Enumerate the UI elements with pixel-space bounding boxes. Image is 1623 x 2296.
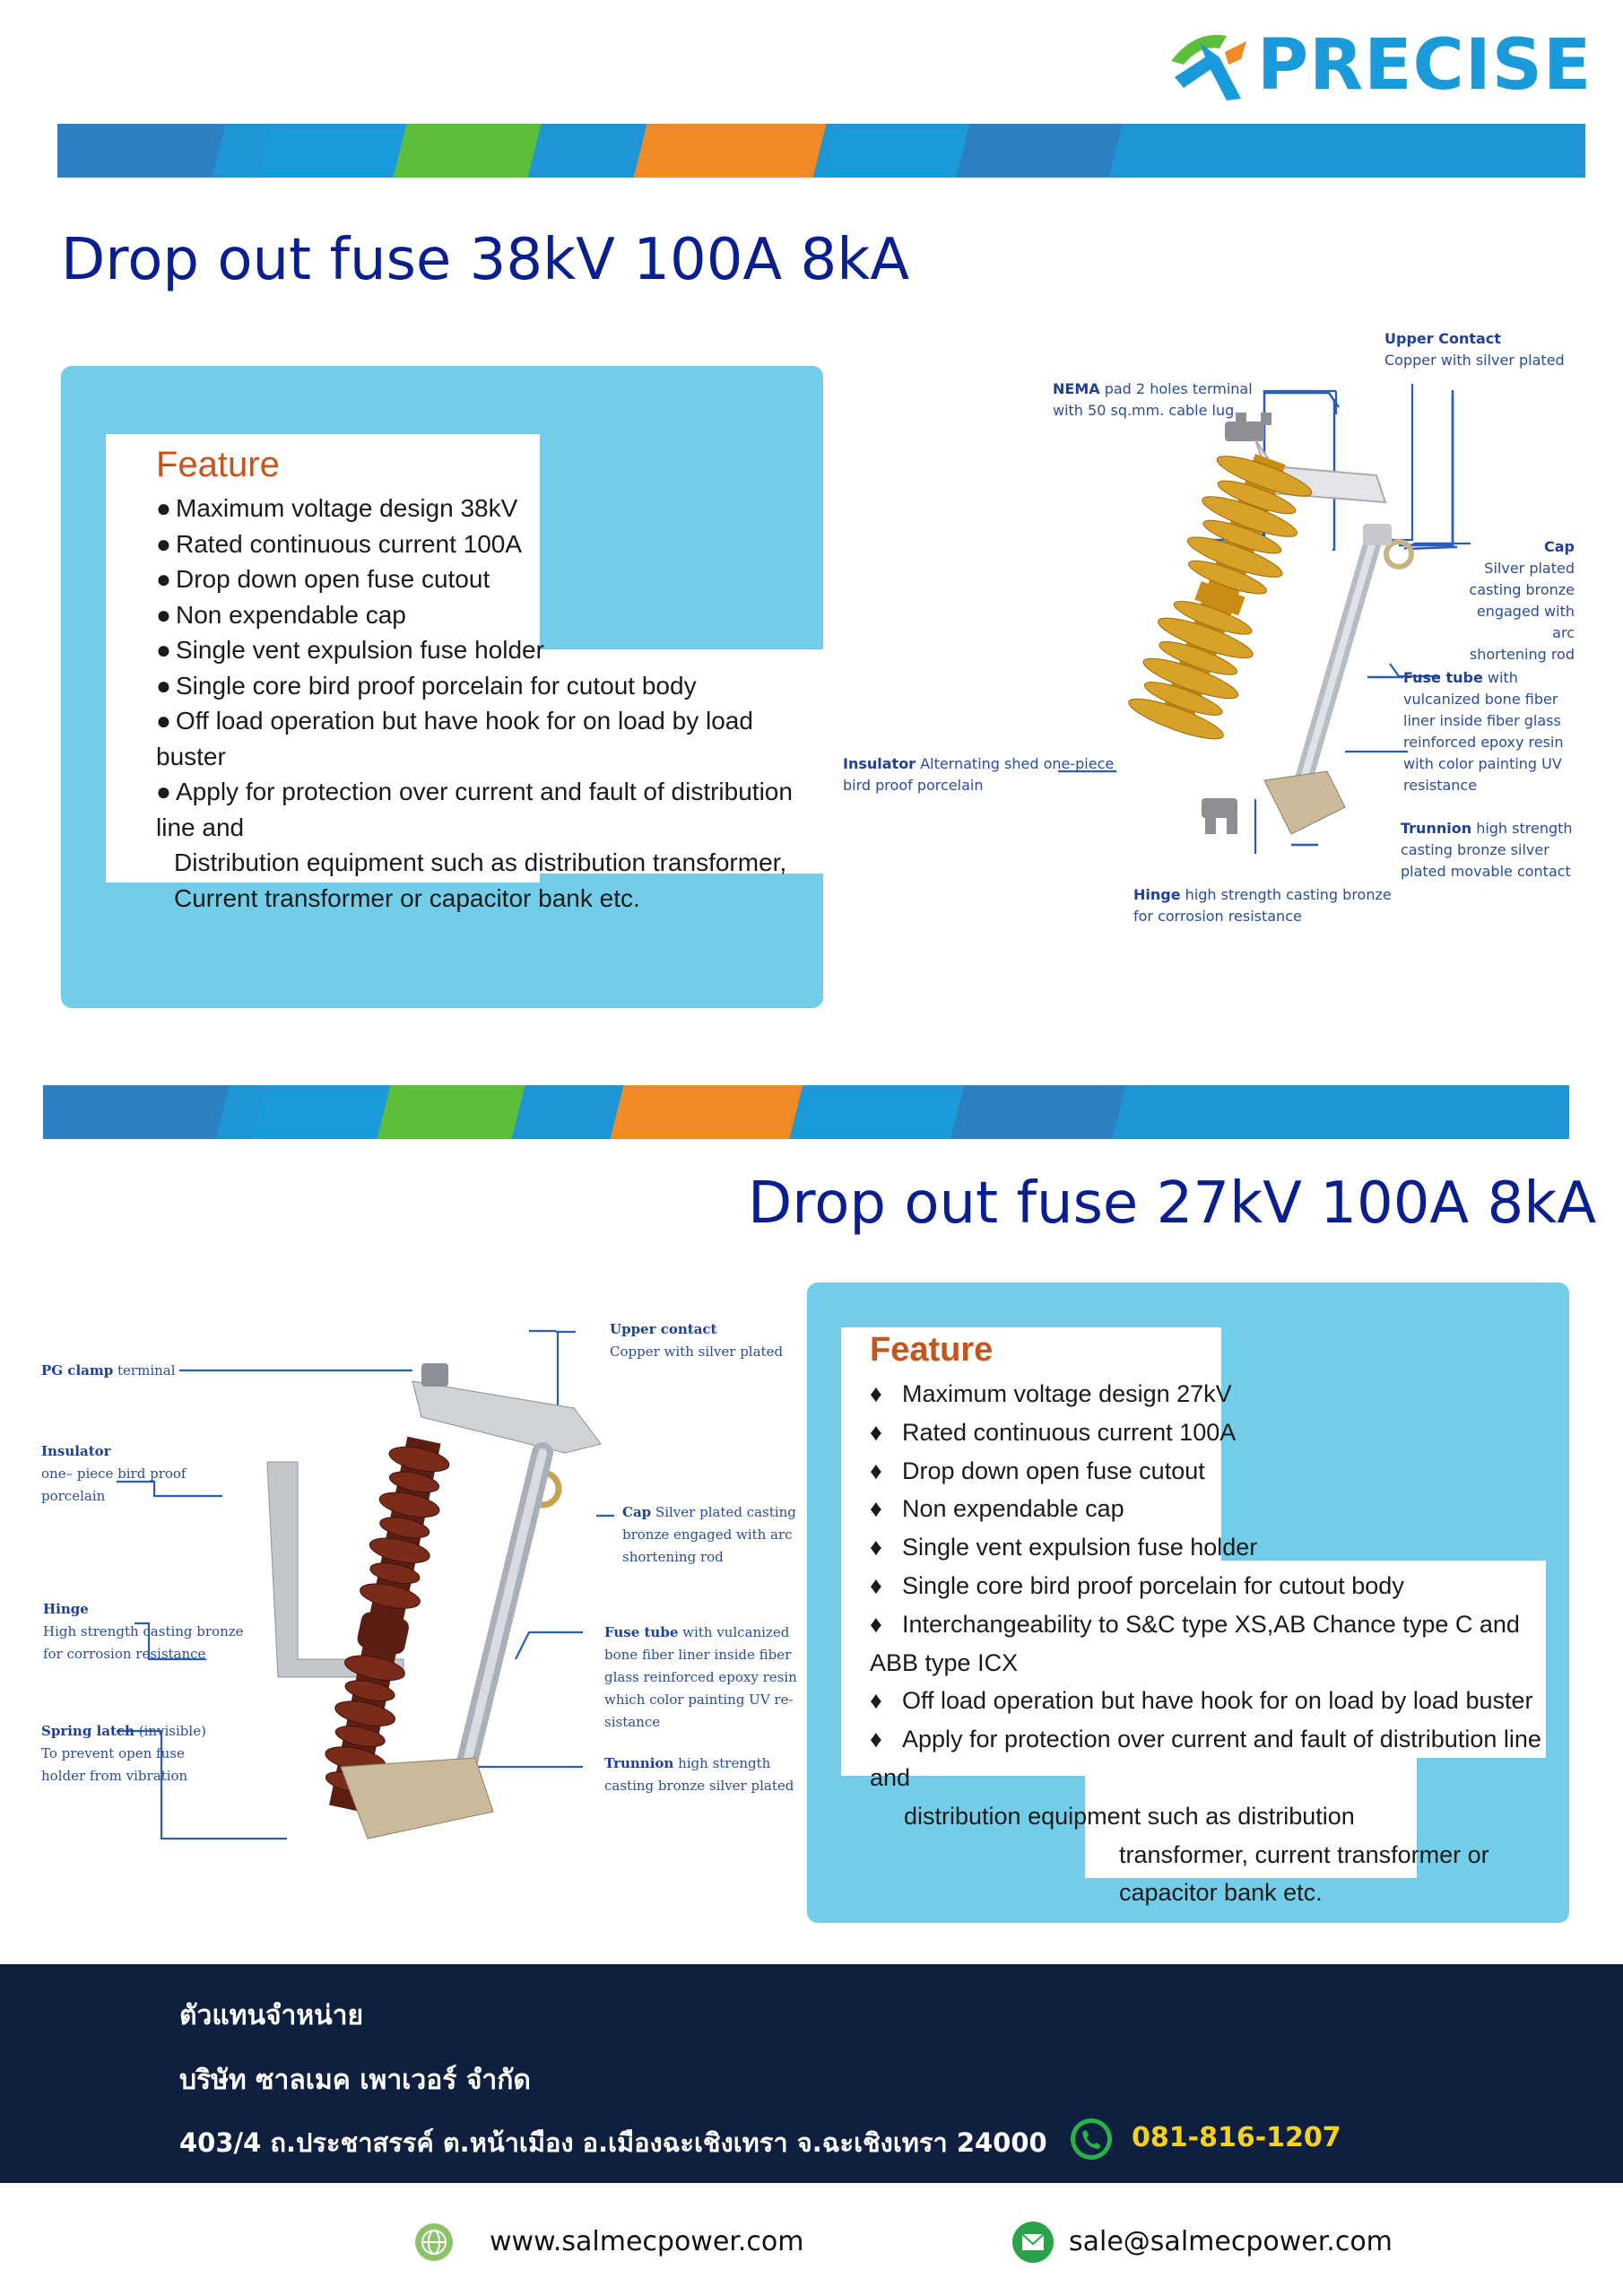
decorative-stripe-2 — [43, 1085, 1569, 1139]
bullet-icon: ♦ — [870, 1457, 882, 1484]
footer-distributor: ตัวแทนจำหน่าย — [179, 2000, 364, 2031]
bullet-icon: ♦ — [870, 1534, 882, 1561]
feature-card-38kv — [156, 445, 820, 916]
feature-item: ● Apply for protection over current and fault of distribution line and — [156, 774, 820, 845]
feature-item: ● Rated continuous current 100A — [156, 526, 820, 562]
bullet-icon: ● — [156, 494, 171, 522]
label-trunnion-27: Trunnion high strength casting bronze silver plated — [604, 1755, 794, 1794]
precise-logo-icon — [1164, 25, 1254, 106]
bullet-icon: ● — [156, 600, 171, 629]
feature-item: ● Single core bird proof porcelain for cutout body — [156, 668, 820, 704]
bullet-icon: ● — [156, 778, 171, 805]
label-upper-contact-27: Upper contact Copper with silver plated — [610, 1321, 784, 1360]
bullet-icon: ♦ — [870, 1726, 882, 1753]
feature-item: ♦ Non expendable cap — [870, 1490, 1560, 1528]
website-link[interactable]: www.salmecpower.com — [490, 2226, 804, 2257]
label-upper-contact-38: Upper Contact Copper with silver plated — [1384, 330, 1565, 369]
globe-icon — [414, 2222, 454, 2262]
bullet-icon: ♦ — [870, 1495, 882, 1523]
label-cap-27: Cap Silver plated casting bronze engaged with arc shortening rod — [622, 1504, 796, 1565]
footer-company: บริษัท ซาลเมค เพาเวอร์ จำกัด — [179, 2065, 531, 2096]
feature-continuation-line: capacitor bank etc. — [1119, 1879, 1323, 1907]
bullet-icon: ♦ — [870, 1380, 882, 1407]
label-nema-38: NEMA pad 2 holes terminal with 50 sq.mm. cable lug — [1053, 380, 1253, 419]
label-pg-clamp-27: PG clamp terminal — [41, 1362, 176, 1378]
feature-item: ♦ Single vent expulsion fuse holder — [870, 1528, 1560, 1567]
footer-address: 403/4 ถ.ประชาสรรค์ ต.หน้าเมือง อ.เมืองฉะเชิงเทรา จ.ฉะเชิงเทรา 24000 — [179, 2127, 1047, 2158]
feature-continuation-line: Distribution equipment such as distribution transformer, — [174, 848, 787, 876]
feature-continuation-line: distribution equipment such as distribution — [904, 1802, 1355, 1830]
footer-phone[interactable]: 081-816-1207 — [1132, 2122, 1341, 2153]
feature-item: ♦ Single core bird proof porcelain for cutout body — [870, 1567, 1560, 1605]
label-insulator-38: Insulator Alternating shed one-piece bird proof porcelain — [843, 755, 1115, 794]
bullet-icon: ♦ — [870, 1571, 882, 1599]
label-insulator-27: Insulator one– piece bird proof porcelain — [41, 1443, 187, 1504]
label-spring-latch-27: Spring latch (invisible) To prevent open fuse holder from vibration — [41, 1723, 206, 1784]
bullet-icon: ♦ — [870, 1610, 882, 1638]
feature-item: ● Off load operation but have hook for on load by load buster — [156, 703, 820, 774]
mail-icon — [1011, 2221, 1055, 2264]
feature-item: ♦ Rated continuous current 100A — [870, 1413, 1560, 1452]
feature-item: ♦ Off load operation but have hook for on load by load buster — [870, 1682, 1560, 1720]
phone-icon — [1069, 2117, 1114, 2161]
feature-item: ● Drop down open fuse cutout — [156, 561, 820, 597]
bullet-icon: ● — [156, 529, 171, 558]
label-hinge-38: Hinge high strength casting bronze for corrosion resistance — [1133, 886, 1392, 925]
email-link[interactable]: sale@salmecpower.com — [1069, 2226, 1393, 2257]
brand-logo — [1164, 25, 1593, 106]
feature-item: ● Single vent expulsion fuse holder — [156, 632, 820, 668]
bullet-icon: ● — [156, 707, 171, 735]
decorative-stripe — [57, 124, 1585, 178]
bullet-icon: ♦ — [870, 1418, 882, 1446]
feature-item: ● Non expendable cap — [156, 597, 820, 633]
label-fuse-tube-27: Fuse tube with vulcanized bone fiber liner inside fiber glass reinforced epoxy resin which color painting UV re- sistance — [604, 1624, 797, 1730]
feature-heading: Feature — [156, 445, 280, 484]
feature-list — [156, 491, 820, 845]
label-fuse-tube-38: Fuse tube with vulcanized bone fiber liner inside fiber glass reinforced epoxy resin with color painting UV resistance — [1403, 669, 1564, 794]
label-hinge-27: Hinge High strength casting bronze for corrosion resistance — [43, 1601, 244, 1662]
feature-continuation-line: Current transformer or capacitor bank etc. — [174, 883, 640, 912]
feature-item: ♦ Apply for protection over current and fault of distribution line and — [870, 1720, 1560, 1797]
section1-title: Drop out fuse 38kV 100A 8kA — [61, 227, 910, 293]
bullet-icon: ♦ — [870, 1687, 882, 1715]
label-trunnion-38: Trunnion high strength casting bronze silver plated movable contact — [1401, 820, 1573, 880]
label-cap-38: Cap Silver plated casting bronze engaged with arc shortening rod — [1469, 538, 1575, 663]
feature-card-27kv — [870, 1331, 1560, 1912]
feature-item: ♦ Maximum voltage design 27kV — [870, 1375, 1560, 1413]
feature-item: ♦ Drop down open fuse cutout — [870, 1452, 1560, 1491]
footer-banner — [0, 1964, 1623, 2183]
feature-list — [870, 1375, 1560, 1797]
section2-title: Drop out fuse 27kV 100A 8kA — [748, 1170, 1597, 1237]
feature-heading: Feature — [870, 1331, 994, 1369]
feature-continuation-line: transformer, current transformer or — [1119, 1840, 1489, 1868]
feature-item: ♦ Interchangeability to S&C type XS,AB Chance type C and ABB type ICX — [870, 1605, 1560, 1683]
feature-item: ● Maximum voltage design 38kV — [156, 491, 820, 526]
bullet-icon: ● — [156, 636, 171, 664]
bullet-icon: ● — [156, 671, 171, 700]
bullet-icon: ● — [156, 565, 171, 593]
brand-name: PRECISE — [1257, 25, 1593, 106]
